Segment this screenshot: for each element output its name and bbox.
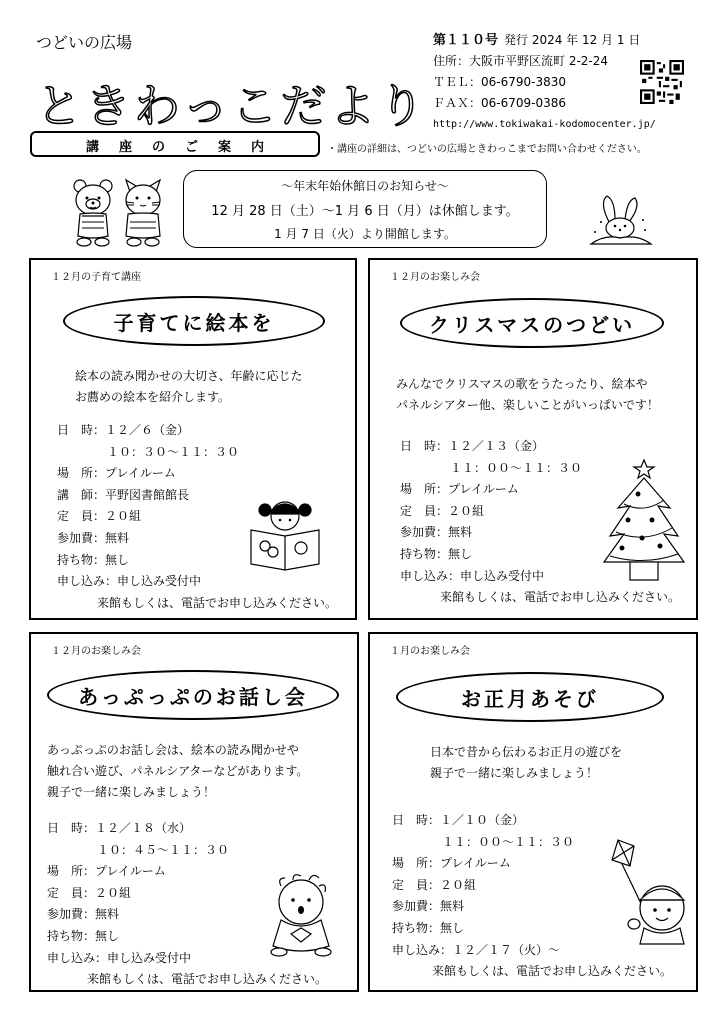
holiday-notice-heading: ～年末年始休館日のお知らせ～	[281, 179, 449, 193]
detail-place: 場 所：プレイルーム	[392, 856, 511, 871]
panel-category: １２月の子育て講座	[51, 272, 141, 283]
girl-reading-book-icon	[245, 496, 325, 572]
panel-category: １月のお楽しみ会	[390, 646, 470, 657]
panel-category: １２月のお楽しみ会	[51, 646, 141, 657]
panel-title: 子育てに絵本を	[63, 296, 325, 346]
tel: ＴＥＬ：06-6790-3830	[433, 75, 567, 89]
inquiry-note: ・講座の詳細は、つどいの広場ときわっこまでお問い合わせください。	[327, 144, 647, 155]
detail-fee: 参加費：無料	[392, 899, 465, 914]
detail-place: 場 所：プレイルーム	[400, 482, 519, 497]
newsletter-title: ときわっこだより	[36, 79, 428, 133]
description-line: パネルシアター他、楽しいことがいっぱいです！	[396, 398, 659, 412]
panel-description	[47, 740, 308, 803]
detail-belongings: 持ち物：無し	[392, 920, 465, 935]
panel-description	[430, 742, 622, 784]
panel-title: お正月あそび	[396, 672, 664, 722]
panel-category: １２月のお楽しみ会	[390, 272, 480, 283]
detail-belongings: 持ち物：無し	[400, 546, 473, 561]
detail-capacity: 定 員：２０組	[57, 509, 142, 524]
detail-capacity: 定 員：２０組	[47, 885, 132, 900]
detail-belongings: 持ち物：無し	[47, 928, 120, 943]
detail-date: 日 時：１／１０（金）	[392, 813, 525, 827]
panel-title: あっぷっぷのお話し会	[47, 670, 339, 720]
description-line: 絵本の読み聞かせの大切さ、年齢に応じた	[75, 369, 303, 383]
description-line: 親子で一緒に楽しみましょう！	[430, 766, 599, 780]
detail-application-note: 来館もしくは、電話でお申し込みください。	[97, 595, 338, 610]
detail-application-note: 来館もしくは、電話でお申し込みください。	[440, 590, 681, 605]
issue-info	[433, 30, 640, 114]
course-info-label: 講座のご案内	[85, 140, 284, 155]
detail-lecturer: 講 師：平野図書館館長	[57, 487, 190, 502]
holiday-notice-reopen: 1 月 7 日（火）より開館します。	[274, 227, 456, 241]
detail-time: １０：４５～１１：３０	[97, 842, 230, 857]
bear-and-cat-illustration-icon	[68, 176, 168, 248]
detail-date: 日 時：１２／１３（金）	[400, 439, 545, 453]
detail-time: １１：００～１１：３０	[450, 460, 583, 475]
holiday-notice-box	[183, 170, 547, 248]
description-line: 日本で昔から伝わるお正月の遊びを	[430, 745, 623, 759]
qr-code-icon[interactable]	[640, 60, 684, 104]
detail-fee: 参加費：無料	[47, 907, 120, 922]
detail-place: 場 所：プレイルーム	[57, 466, 176, 481]
detail-application: 申し込み：申し込み受付中	[400, 568, 545, 583]
detail-application-note: 来館もしくは、電話でお申し込みください。	[87, 972, 328, 987]
address: 住所：大阪市平野区流町 2-2-24	[433, 54, 609, 68]
description-line: あっぷっぷのお話し会は、絵本の読み聞かせや	[47, 743, 299, 757]
newsletter-subtitle: つどいの広場	[36, 33, 133, 52]
detail-date: 日 時：１２／１８（水）	[47, 821, 192, 835]
panel-new-year-games	[368, 632, 698, 992]
child-with-kite-icon	[604, 838, 694, 948]
fax: ＦＡＸ：06-6709-0386	[433, 96, 567, 110]
detail-application-note: 来館もしくは、電話でお申し込みください。	[432, 964, 673, 979]
website-link[interactable]: http://www.tokiwakai-kodomocenter.jp/	[433, 119, 656, 130]
baby-illustration-icon	[263, 872, 339, 960]
detail-place: 場 所：プレイルーム	[47, 864, 166, 879]
course-info-banner	[30, 131, 320, 157]
issue-number: 第１１０号	[433, 33, 499, 48]
detail-capacity: 定 員：２０組	[392, 877, 477, 892]
description-line: 触れ合い遊び、パネルシアターなどがあります。	[47, 764, 309, 778]
detail-date: 日 時：１２／６（金）	[57, 423, 190, 437]
panel-story-time	[29, 632, 359, 992]
description-line: お薦めの絵本を紹介します。	[75, 390, 231, 404]
description-line: 親子で一緒に楽しみましょう！	[47, 785, 216, 799]
christmas-tree-icon	[602, 458, 686, 584]
detail-application: 申し込み：申し込み受付中	[47, 950, 192, 965]
detail-time: １０：３０～１１：３０	[107, 444, 240, 459]
detail-application: 申し込み：１２／１７（火）～	[392, 942, 561, 957]
panel-description	[75, 366, 303, 408]
detail-fee: 参加費：無料	[400, 525, 473, 540]
detail-capacity: 定 員：２０組	[400, 503, 485, 518]
issue-date: 発行 2024 年 12 月 1 日	[504, 33, 641, 47]
panel-title: クリスマスのつどい	[400, 298, 664, 348]
panel-description	[396, 374, 659, 416]
holiday-notice-dates: 12 月 28 日（土）～1 月 6 日（月）は休館します。	[211, 204, 519, 219]
panel-picture-book-course	[29, 258, 357, 620]
detail-application: 申し込み：申し込み受付中	[57, 574, 202, 589]
description-line: みんなでクリスマスの歌をうたったり、絵本や	[396, 377, 648, 391]
panel-christmas-gathering	[368, 258, 698, 620]
detail-time: １１：００～１１：３０	[442, 834, 575, 849]
snow-rabbit-illustration-icon	[585, 192, 655, 250]
detail-belongings: 持ち物：無し	[57, 552, 130, 567]
detail-fee: 参加費：無料	[57, 530, 130, 545]
